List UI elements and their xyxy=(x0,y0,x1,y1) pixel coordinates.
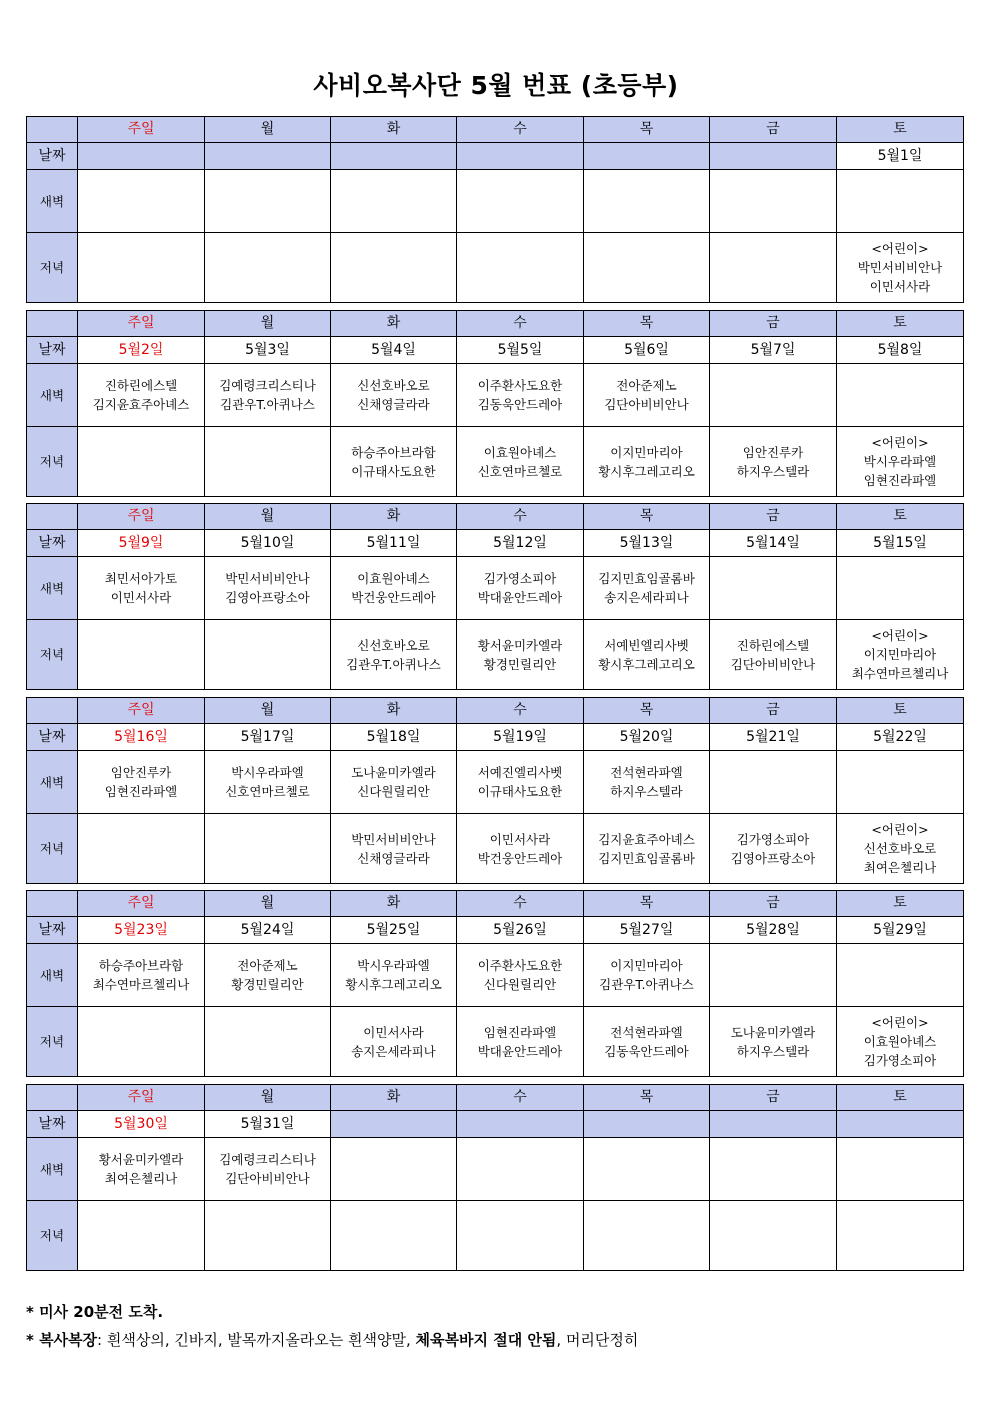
evening-cell xyxy=(837,1007,964,1077)
evening-cell xyxy=(78,814,205,884)
dawn-cell xyxy=(205,944,331,1007)
server-name: 이지민마리아 xyxy=(610,958,683,973)
dawn-cell xyxy=(710,364,837,427)
date-cell: 5월25일 xyxy=(331,917,457,944)
header-corner xyxy=(27,1085,78,1111)
server-name: 송지은세라피나 xyxy=(351,1043,436,1059)
server-name: 황서윤미카엘라 xyxy=(98,1152,184,1167)
evening-cell xyxy=(331,1007,457,1077)
day-header: 토 xyxy=(837,1085,964,1111)
dawn-cell xyxy=(584,1138,710,1201)
dawn-cell xyxy=(710,557,837,620)
date-cell: 5월5일 xyxy=(457,337,584,364)
dawn-cell xyxy=(584,751,710,814)
header-corner xyxy=(27,117,78,143)
week-table xyxy=(26,890,964,1077)
date-cell xyxy=(710,1111,837,1138)
dawn-cell xyxy=(457,170,584,233)
row-label-dawn: 새벽 xyxy=(27,364,78,427)
server-name: 김가영소피아 xyxy=(736,831,810,847)
date-cell: 5월17일 xyxy=(205,724,331,751)
date-cell: 5월31일 xyxy=(205,1111,331,1138)
header-corner xyxy=(27,311,78,337)
date-cell: 5월23일 xyxy=(78,917,205,944)
date-cell: 5월7일 xyxy=(710,337,837,364)
server-name: 이규태사도요한 xyxy=(477,784,563,799)
dawn-cell xyxy=(837,170,964,233)
server-name: 신호연마르첼로 xyxy=(225,784,310,799)
header-corner xyxy=(27,504,78,530)
dawn-cell xyxy=(78,557,205,620)
day-header: 목 xyxy=(584,891,710,917)
server-name: 박대윤안드레아 xyxy=(477,1043,563,1059)
server-name: 김동욱안드레아 xyxy=(604,1043,689,1059)
date-cell: 5월2일 xyxy=(78,337,205,364)
day-header: 금 xyxy=(710,117,837,143)
server-name: 이지민마리아 xyxy=(610,444,683,460)
server-name: 이민서사라 xyxy=(489,831,551,847)
day-header: 목 xyxy=(584,698,710,724)
server-name: 이민서사라 xyxy=(110,590,172,605)
day-header: 금 xyxy=(710,504,837,530)
server-name: 신선호바오로 xyxy=(357,378,430,393)
day-header: 주일 xyxy=(78,311,205,337)
server-name: 임현진라파엘 xyxy=(483,1024,557,1040)
server-name: 박민서비비안나 xyxy=(225,571,310,586)
server-name: 하지우스텔라 xyxy=(610,784,683,799)
evening-cell xyxy=(331,1201,457,1271)
dawn-cell xyxy=(457,557,584,620)
dawn-cell xyxy=(584,170,710,233)
server-name: 박건웅안드레아 xyxy=(477,850,563,866)
dawn-cell xyxy=(331,557,457,620)
dawn-cell xyxy=(584,944,710,1007)
server-name: 이효원아녜스 xyxy=(863,1034,937,1049)
server-name: 김예령크리스티나 xyxy=(219,378,316,393)
evening-cell xyxy=(78,427,205,497)
day-header: 토 xyxy=(837,891,964,917)
server-name: 이민서사라 xyxy=(363,1024,424,1040)
date-cell xyxy=(837,1111,964,1138)
dawn-cell xyxy=(205,364,331,427)
server-name: 이규태사도요한 xyxy=(351,463,436,479)
server-name: 황경민릴리안 xyxy=(483,656,557,672)
day-header: 월 xyxy=(205,698,331,724)
date-cell: 5월20일 xyxy=(584,724,710,751)
dawn-cell xyxy=(837,1138,964,1201)
evening-cell xyxy=(331,427,457,497)
page-title: 사비오복사단 5월 번표 (초등부) xyxy=(313,71,679,100)
day-header: 주일 xyxy=(78,504,205,530)
dawn-cell xyxy=(331,364,457,427)
date-cell: 5월12일 xyxy=(457,530,584,557)
day-header: 주일 xyxy=(78,117,205,143)
date-cell: 5월1일 xyxy=(837,143,964,170)
server-name: 박시우라파엘 xyxy=(357,958,430,973)
date-cell: 5월3일 xyxy=(205,337,331,364)
evening-cell xyxy=(584,427,710,497)
server-name: 도나윤미카엘라 xyxy=(351,765,436,780)
server-name: 송지은세라피나 xyxy=(604,590,689,605)
day-header: 월 xyxy=(205,504,331,530)
server-name: 임현진라파엘 xyxy=(104,784,178,799)
server-name: 하승주아브라함 xyxy=(351,444,436,460)
evening-cell xyxy=(457,427,584,497)
day-header: 금 xyxy=(710,311,837,337)
server-name: 하지우스텔라 xyxy=(736,463,810,479)
server-name: 박대윤안드레아 xyxy=(477,590,563,605)
day-header: 목 xyxy=(584,311,710,337)
evening-cell xyxy=(205,233,331,303)
dawn-cell xyxy=(837,557,964,620)
date-cell: 5월8일 xyxy=(837,337,964,364)
week-table xyxy=(26,1084,964,1271)
row-label-dawn: 새벽 xyxy=(27,170,78,233)
row-label-dawn: 새벽 xyxy=(27,944,78,1007)
server-name: 서예빈엘리사벳 xyxy=(604,637,689,653)
dawn-cell xyxy=(331,1138,457,1201)
server-name: 전석현라파엘 xyxy=(610,1024,683,1040)
evening-cell xyxy=(837,427,964,497)
day-header: 월 xyxy=(205,891,331,917)
evening-cell xyxy=(457,814,584,884)
group-label: <어린이> xyxy=(871,241,929,256)
dawn-cell xyxy=(710,1138,837,1201)
day-header: 화 xyxy=(331,891,457,917)
row-label-evening: 저녁 xyxy=(27,1201,78,1271)
date-cell: 5월27일 xyxy=(584,917,710,944)
evening-cell xyxy=(78,1007,205,1077)
evening-cell xyxy=(710,814,837,884)
day-header: 수 xyxy=(457,891,584,917)
server-name: 김예령크리스티나 xyxy=(219,1152,316,1167)
day-header: 금 xyxy=(710,698,837,724)
week-table xyxy=(26,697,964,884)
server-name: 김단아비비안나 xyxy=(730,656,816,672)
server-name: 박민서비비안나 xyxy=(857,260,943,275)
evening-cell xyxy=(584,814,710,884)
server-name: 김관우T.아퀴나스 xyxy=(346,656,441,672)
evening-cell xyxy=(205,620,331,690)
header-corner xyxy=(27,891,78,917)
row-label-date: 날짜 xyxy=(27,530,78,557)
note-dress xyxy=(26,1326,638,1354)
server-name: 신채영글라라 xyxy=(357,850,430,866)
dawn-cell xyxy=(710,170,837,233)
day-header: 화 xyxy=(331,1085,457,1111)
evening-cell xyxy=(710,1201,837,1271)
header-corner xyxy=(27,698,78,724)
server-name: 신채영글라라 xyxy=(357,397,430,412)
server-name: 황시후그레고리오 xyxy=(345,977,442,992)
evening-cell xyxy=(205,1007,331,1077)
dawn-cell xyxy=(837,364,964,427)
dawn-cell xyxy=(710,944,837,1007)
date-cell: 5월21일 xyxy=(710,724,837,751)
server-name: 황시후그레고리오 xyxy=(598,463,695,479)
server-name: 김지민효임골롬바 xyxy=(598,571,695,586)
server-name: 신선호바오로 xyxy=(357,637,430,653)
row-label-evening: 저녁 xyxy=(27,620,78,690)
day-header: 수 xyxy=(457,698,584,724)
server-name: 도나윤미카엘라 xyxy=(730,1024,816,1040)
day-header: 화 xyxy=(331,311,457,337)
day-header: 화 xyxy=(331,698,457,724)
day-header: 토 xyxy=(837,311,964,337)
date-cell xyxy=(584,143,710,170)
day-header: 목 xyxy=(584,504,710,530)
evening-cell xyxy=(710,620,837,690)
date-cell: 5월18일 xyxy=(331,724,457,751)
dawn-cell xyxy=(584,364,710,427)
dawn-cell xyxy=(837,944,964,1007)
server-name: 임안진루카 xyxy=(110,765,172,780)
date-cell: 5월4일 xyxy=(331,337,457,364)
dawn-cell xyxy=(205,751,331,814)
date-cell xyxy=(78,143,205,170)
evening-cell xyxy=(710,233,837,303)
server-name: 신호연마르첼로 xyxy=(477,463,563,479)
evening-cell xyxy=(331,233,457,303)
row-label-date: 날짜 xyxy=(27,917,78,944)
dawn-cell xyxy=(78,1138,205,1201)
server-name: 전아준제노 xyxy=(237,958,298,973)
server-name: 박시우라파엘 xyxy=(231,765,304,780)
evening-cell xyxy=(205,814,331,884)
server-name: 김관우T.아퀴나스 xyxy=(220,397,315,412)
week-table xyxy=(26,310,964,497)
server-name: 최민서아가토 xyxy=(104,571,178,586)
server-name: 김동욱안드레아 xyxy=(477,397,563,412)
server-name: 신다원릴리안 xyxy=(483,977,557,992)
note-arrival: * 미사 20분전 도착. xyxy=(26,1303,164,1321)
server-name: 김가영소피아 xyxy=(483,571,557,586)
date-cell xyxy=(457,143,584,170)
server-name: 이주환사도요한 xyxy=(477,378,563,393)
server-name: 최여은첼리나 xyxy=(104,1171,178,1186)
server-name: 김단아비비안나 xyxy=(604,397,689,412)
evening-cell xyxy=(837,1201,964,1271)
server-name: 박시우라파엘 xyxy=(863,454,937,469)
server-name: 박건웅안드레아 xyxy=(351,590,436,605)
server-name: 전석현라파엘 xyxy=(610,765,683,780)
row-label-date: 날짜 xyxy=(27,143,78,170)
evening-cell xyxy=(584,1007,710,1077)
date-cell: 5월24일 xyxy=(205,917,331,944)
evening-cell xyxy=(457,620,584,690)
server-name: 최수연마르첼리나 xyxy=(92,977,190,992)
evening-cell xyxy=(584,1201,710,1271)
date-cell: 5월26일 xyxy=(457,917,584,944)
dawn-cell xyxy=(710,751,837,814)
row-label-dawn: 새벽 xyxy=(27,557,78,620)
date-cell: 5월30일 xyxy=(78,1111,205,1138)
dawn-cell xyxy=(78,751,205,814)
day-header: 화 xyxy=(331,504,457,530)
date-cell: 5월11일 xyxy=(331,530,457,557)
day-header: 토 xyxy=(837,117,964,143)
server-name: 김관우T.아퀴나스 xyxy=(599,977,694,992)
server-name: 황경민릴리안 xyxy=(231,977,304,992)
server-name: 이효원아녜스 xyxy=(357,571,430,586)
evening-cell xyxy=(710,1007,837,1077)
row-label-dawn: 새벽 xyxy=(27,751,78,814)
date-cell: 5월15일 xyxy=(837,530,964,557)
row-label-evening: 저녁 xyxy=(27,233,78,303)
day-header: 수 xyxy=(457,1085,584,1111)
evening-cell xyxy=(457,1201,584,1271)
server-name: 김가영소피아 xyxy=(863,1053,937,1068)
dawn-cell xyxy=(78,170,205,233)
date-cell xyxy=(331,143,457,170)
server-name: 이민서사라 xyxy=(869,279,931,294)
row-label-evening: 저녁 xyxy=(27,427,78,497)
week-table xyxy=(26,116,964,303)
dawn-cell xyxy=(457,364,584,427)
server-name: 박민서비비안나 xyxy=(351,831,436,847)
server-name: 황시후그레고리오 xyxy=(598,656,695,672)
day-header: 금 xyxy=(710,891,837,917)
server-name: 진하린에스텔 xyxy=(736,637,810,653)
day-header: 토 xyxy=(837,698,964,724)
dawn-cell xyxy=(584,557,710,620)
dawn-cell xyxy=(457,944,584,1007)
dawn-cell xyxy=(205,1138,331,1201)
day-header: 월 xyxy=(205,117,331,143)
dawn-cell xyxy=(837,751,964,814)
group-label: <어린이> xyxy=(871,435,929,450)
day-header: 수 xyxy=(457,117,584,143)
server-name: 이지민마리아 xyxy=(863,647,937,662)
evening-cell xyxy=(78,233,205,303)
server-name: 전아준제노 xyxy=(616,378,677,393)
date-cell: 5월9일 xyxy=(78,530,205,557)
dawn-cell xyxy=(331,751,457,814)
server-name: 진하린에스텔 xyxy=(104,378,178,393)
server-name: 김지윤효주아녜스 xyxy=(598,831,695,847)
day-header: 월 xyxy=(205,311,331,337)
group-label: <어린이> xyxy=(871,628,929,643)
day-header: 토 xyxy=(837,504,964,530)
date-cell: 5월13일 xyxy=(584,530,710,557)
day-header: 주일 xyxy=(78,698,205,724)
evening-cell xyxy=(457,233,584,303)
server-name: 임안진루카 xyxy=(742,444,804,460)
evening-cell xyxy=(837,620,964,690)
day-header: 주일 xyxy=(78,1085,205,1111)
evening-cell xyxy=(78,620,205,690)
day-header: 화 xyxy=(331,117,457,143)
dawn-cell xyxy=(78,944,205,1007)
date-cell xyxy=(710,143,837,170)
notes xyxy=(26,1298,638,1354)
note-dress-warning: 체육복바지 절대 안됨 xyxy=(415,1331,557,1349)
server-name: 황서윤미카엘라 xyxy=(477,637,563,653)
evening-cell xyxy=(710,427,837,497)
day-header: 월 xyxy=(205,1085,331,1111)
note-dress-end: , 머리단정히 xyxy=(556,1331,639,1349)
server-name: 서예진엘리사벳 xyxy=(477,765,563,780)
row-label-date: 날짜 xyxy=(27,1111,78,1138)
server-name: 김영아프랑소아 xyxy=(225,590,310,605)
evening-cell xyxy=(331,620,457,690)
server-name: 신선호바오로 xyxy=(863,841,937,856)
date-cell xyxy=(205,143,331,170)
date-cell: 5월6일 xyxy=(584,337,710,364)
date-cell xyxy=(457,1111,584,1138)
server-name: 이주환사도요한 xyxy=(477,958,563,973)
day-header: 금 xyxy=(710,1085,837,1111)
group-label: <어린이> xyxy=(871,822,929,837)
note-dress-text: : 흰색상의, 긴바지, 발목까지올라오는 흰색양말, xyxy=(97,1331,416,1349)
group-label: <어린이> xyxy=(871,1015,929,1030)
note-dress-label: * 복사복장 xyxy=(26,1331,98,1349)
dawn-cell xyxy=(331,944,457,1007)
server-name: 이효원아녜스 xyxy=(483,444,557,460)
evening-cell xyxy=(584,233,710,303)
date-cell xyxy=(584,1111,710,1138)
server-name: 신다원릴리안 xyxy=(357,784,430,799)
dawn-cell xyxy=(457,1138,584,1201)
evening-cell xyxy=(205,1201,331,1271)
date-cell: 5월29일 xyxy=(837,917,964,944)
dawn-cell xyxy=(457,751,584,814)
row-label-date: 날짜 xyxy=(27,337,78,364)
server-name: 최여은첼리나 xyxy=(863,860,937,875)
date-cell: 5월28일 xyxy=(710,917,837,944)
week-table xyxy=(26,503,964,690)
date-cell: 5월19일 xyxy=(457,724,584,751)
server-name: 김영아프랑소아 xyxy=(730,850,816,866)
server-name: 최수연마르첼리나 xyxy=(851,666,949,681)
server-name: 하지우스텔라 xyxy=(736,1043,810,1059)
evening-cell xyxy=(205,427,331,497)
evening-cell xyxy=(837,233,964,303)
evening-cell xyxy=(331,814,457,884)
date-cell: 5월16일 xyxy=(78,724,205,751)
server-name: 김단아비비안나 xyxy=(225,1171,310,1186)
day-header: 목 xyxy=(584,117,710,143)
server-name: 김지민효임골롬바 xyxy=(598,850,695,866)
server-name: 김지윤효주아녜스 xyxy=(92,397,190,412)
date-cell xyxy=(331,1111,457,1138)
server-name: 하승주아브라함 xyxy=(98,958,184,973)
row-label-evening: 저녁 xyxy=(27,814,78,884)
dawn-cell xyxy=(331,170,457,233)
day-header: 목 xyxy=(584,1085,710,1111)
dawn-cell xyxy=(78,364,205,427)
date-cell: 5월14일 xyxy=(710,530,837,557)
evening-cell xyxy=(584,620,710,690)
date-cell: 5월22일 xyxy=(837,724,964,751)
evening-cell xyxy=(837,814,964,884)
row-label-dawn: 새벽 xyxy=(27,1138,78,1201)
day-header: 수 xyxy=(457,504,584,530)
day-header: 주일 xyxy=(78,891,205,917)
date-cell: 5월10일 xyxy=(205,530,331,557)
dawn-cell xyxy=(205,557,331,620)
day-header: 수 xyxy=(457,311,584,337)
evening-cell xyxy=(78,1201,205,1271)
row-label-date: 날짜 xyxy=(27,724,78,751)
dawn-cell xyxy=(205,170,331,233)
evening-cell xyxy=(457,1007,584,1077)
row-label-evening: 저녁 xyxy=(27,1007,78,1077)
server-name: 임현진라파엘 xyxy=(863,473,937,488)
